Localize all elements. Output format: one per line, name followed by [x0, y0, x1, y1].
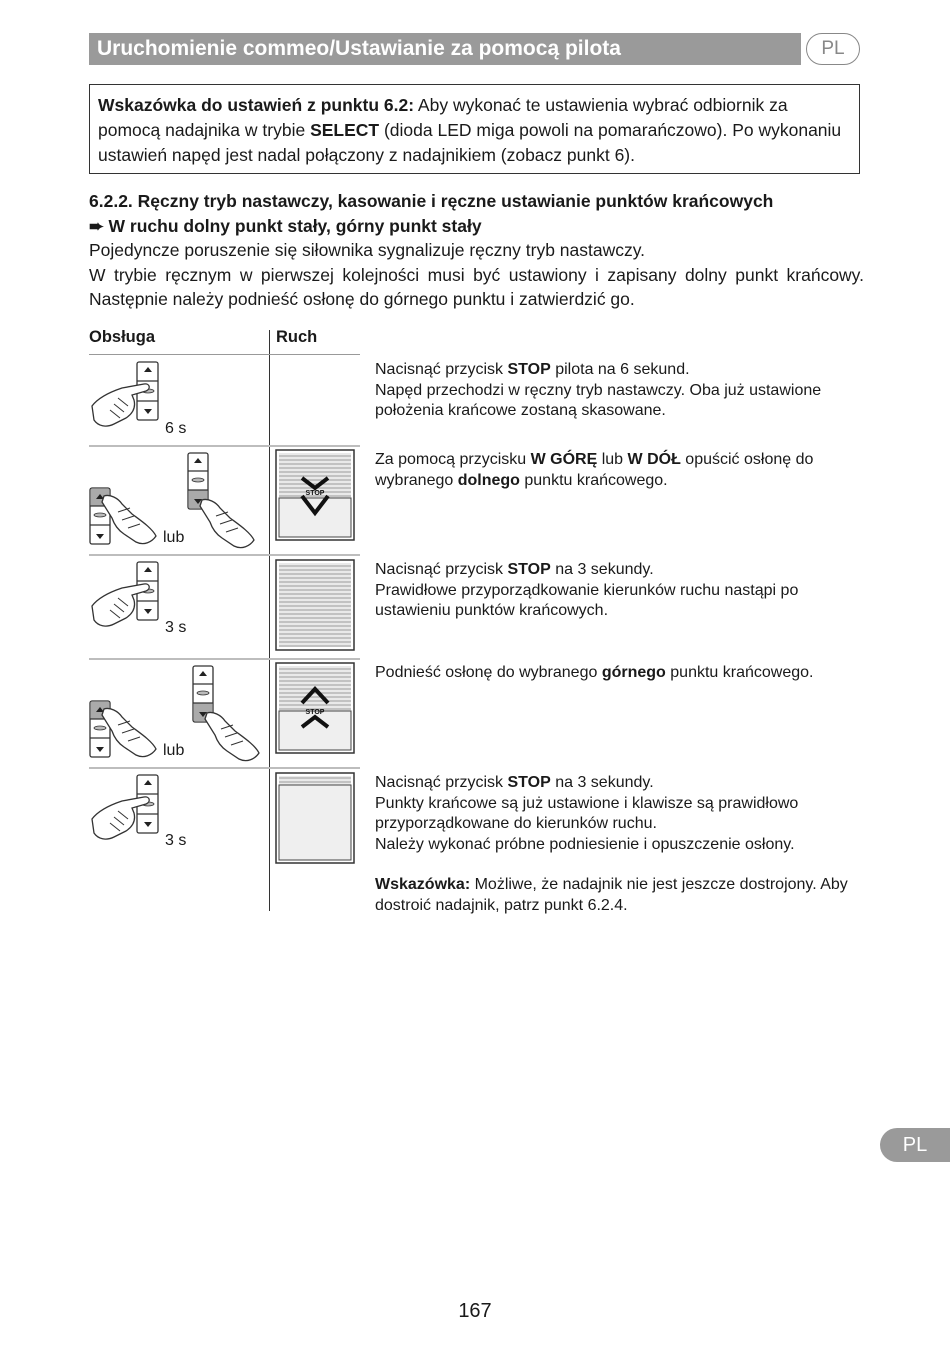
header-rule [89, 354, 360, 355]
row-2-description: Za pomocą przycisku W GÓRĘ lub W DÓŁ opuścić osłonę do wybranego dolnego punktu krańcowego. [375, 451, 814, 489]
duration-label: 3 s [165, 832, 187, 849]
row-divider [89, 554, 360, 556]
svg-text:STOP: STOP [305, 709, 325, 716]
column-header-operation: Obsługa [89, 328, 156, 346]
language-badge: PL [806, 33, 860, 65]
section-heading: 6.2.2. Ręczny tryb nastawczy, kasowanie i ręczne ustawianie punktów krańcowych [89, 191, 774, 211]
note-select: SELECT [310, 120, 380, 140]
shutter-closed-icon [276, 560, 356, 652]
shutter-open-icon [276, 773, 356, 865]
duration-label: 6 s [165, 420, 187, 437]
language-tab: PL [880, 1128, 950, 1162]
row-1-description: Nacisnąć przycisk STOP pilota na 6 sekund. Napęd przechodzi w ręczny tryb nastawczy. Oba już ustawione położenia krańcowe zostaną skasowane. [375, 361, 822, 419]
row-3-description: Nacisnąć przycisk STOP na 3 sekundy. Prawidłowe przyporządkowanie kierunków ruchu nastąpi po ustawieniu punktów krańcowych. [375, 561, 799, 619]
note-text-2: (dioda LED miga powoli na pomarańczowo). Po wykonaniu ustawień napęd jest nadal połączony z nadajnikiem (zobacz punkt 6). [98, 120, 842, 165]
note-box [89, 84, 860, 174]
note-text: Aby wykonać te ustawienia wybrać odbiornik za pomocą nadajnika w trybie [98, 95, 788, 140]
remote-stop-press-icon [88, 560, 168, 650]
row-4-description: Podnieść osłonę do wybranego górnego punktu krańcowego. [375, 664, 814, 681]
page-header: Uruchomienie commeo/Ustawianie za pomocą pilota [89, 33, 801, 65]
alternative-label: lub [163, 529, 185, 546]
note-title: Wskazówka do ustawień z punktu 6.2: [98, 95, 415, 115]
svg-text:STOP: STOP [305, 490, 325, 497]
section-paragraph-2: W trybie ręcznym w pierwszej kolejności musi być ustawiony i zapisany dolny punkt krańcowy. Następnie należy podnieść osłonę do górnego punktu i zatwierdzić go. [89, 264, 864, 309]
remote-stop-press-icon [88, 358, 168, 448]
column-divider [269, 330, 270, 911]
alternative-label: lub [163, 742, 185, 759]
duration-label: 3 s [165, 619, 187, 636]
shutter-moving-up-icon [276, 663, 356, 755]
column-header-movement: Ruch [276, 328, 318, 346]
section-subheading: ➨ W ruchu dolny punkt stały, górny punkt stały [89, 215, 482, 236]
remote-stop-press-icon [88, 773, 168, 863]
row-divider [89, 767, 360, 769]
row-divider [89, 658, 360, 660]
shutter-moving-down-icon [276, 450, 356, 542]
section-paragraph-1: Pojedyncze poruszenie się siłownika sygnalizuje ręczny tryb nastawczy. [89, 240, 646, 260]
page-number: 167 [458, 1300, 492, 1322]
row-5-description: Nacisnąć przycisk STOP na 3 sekundy. Punkty krańcowe są już ustawione i klawisze są prawidłowo przyporządkowane do kierunków ruchu. Należy wykonać próbne podniesienie i opuszczenie osłony. Wskazówka: Możliwe, że nadajnik nie jest jeszcze dostrojony. Aby dostroić nadajnik, patrz punkt 6.2.4. [375, 774, 848, 914]
section [89, 189, 864, 312]
